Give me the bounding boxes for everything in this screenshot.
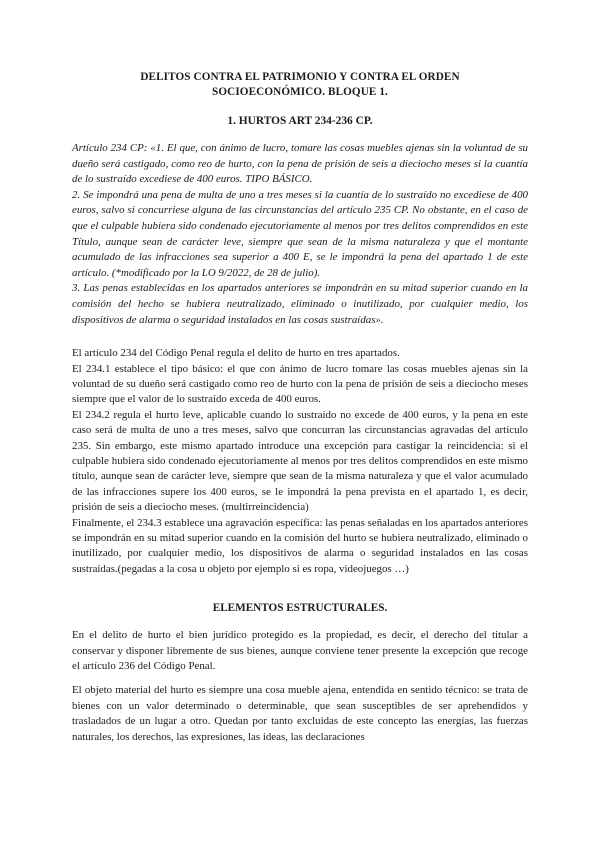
article-quote [72,141,528,328]
section-title: 1. HURTOS ART 234-236 CP. [227,115,373,127]
document-title [112,70,488,100]
body-paragraph: El objeto material del hurto es siempre una cosa mueble ajena, entendida en sentido técnico: se trata de bienes con un valor determinado o determinable, que sean susceptibles de ser aprehendidos y trasladados de un lugar a otro. Quedan por tanto excluidas de este concepto las energías, las fuerzas naturales, los derechos, las expresiones, las ideas, las declaraciones [72,684,528,743]
commentary [72,346,528,577]
body-paragraph: El 234.2 regula el hurto leve, aplicable cuando lo sustraído no excede de 400 euros, y la pena en este caso será de multa de uno a tres meses, salvo que concurran las circunstancias agravadas del artículo 235. Sin embargo, este mismo apartado introduce una excepción para castigar la reincidencia: si el culpable hubiera sido condenado ejecutoriamente al menos por tres delitos comprendidos en este mismo título, aunque sean de carácter leve, siempre que sean de la misma naturaleza y que el valor acumulado de las infracciones supere los 400 euros, se le impondrá la pena prevista en el apartado 1, es decir, prisión de seis a dieciocho meses. (multirreincidencia) [72,408,528,514]
quote-paragraph: 2. Se impondrá una pena de multa de uno a tres meses si la cuantía de lo sustraído no excediese de 400 euros, salvo si concurriese alguna de las circunstancias del artículo 235 CP. No obstante, en el caso de que el culpable hubiera sido condenado ejecutoriamente al menos por tres delitos comprendidos en este Título, aunque sean de carácter leve, siempre que sean de la misma naturaleza y que el montante acumulado de las infracciones sea superior a 400 E, se le impondrá la pena del apartado 1 de este artículo. (*modificado por la LO 9/2022, de 28 de julio). [72,188,528,279]
quote-paragraph: 3. Las penas establecidas en los apartados anteriores se impondrán en su mitad superior cuando en la comisión del hecho se hubiera neutralizado, eliminado o inutilizado, por cualquier medio, los dispositivos de alarma o seguridad instalados en las cosas sustraídas». [72,282,528,326]
structural-elements-text [72,628,528,745]
document-title-line-2: SOCIOECONÓMICO. BLOQUE 1. [212,86,388,98]
body-paragraph: Finalmente, el 234.3 establece una agravación específica: las penas señaladas en los apartados anteriores se impondrán en su mitad superior cuando en la comisión del hurto se hubiera neutralizado, eliminado o inutilizado, por cualquier medio, los dispositivos de alarma o seguridad instalados en las cosas sustraídas.(pegadas a la cosa u objeto por ejemplo si es ropa, videojuegos …) [72,516,528,575]
body-paragraph: El 234.1 establece el tipo básico: el que con ánimo de lucro tomare las cosas muebles ajenas sin la voluntad de su dueño será castigado como reo de hurto con la pena de prisión de seis a dieciocho meses siempre que el valor de lo sustraído exceda de 400 euros. [72,362,528,406]
quote-paragraph: Artículo 234 CP: «1. El que, con ánimo de lucro, tomare las cosas muebles ajenas sin la voluntad de su dueño será castigado, como reo de hurto, con la pena de prisión de seis a dieciocho meses si la cuantía de lo sustraído excediese de 400 euros. TIPO BÁSICO. [72,142,528,186]
structural-elements-title: ELEMENTOS ESTRUCTURALES. [212,602,388,615]
body-paragraph: El artículo 234 del Código Penal regula el delito de hurto en tres apartados. [72,347,400,360]
document-title-line-1: DELITOS CONTRA EL PATRIMONIO Y CONTRA EL ORDEN [140,71,460,83]
body-paragraph: En el delito de hurto el bien jurídico protegido es la propiedad, es decir, el derecho del titular a conservar y disponer libremente de sus bienes, aunque conviene tener presente la excepción que recoge el artículo 236 del Código Penal. [72,629,528,673]
